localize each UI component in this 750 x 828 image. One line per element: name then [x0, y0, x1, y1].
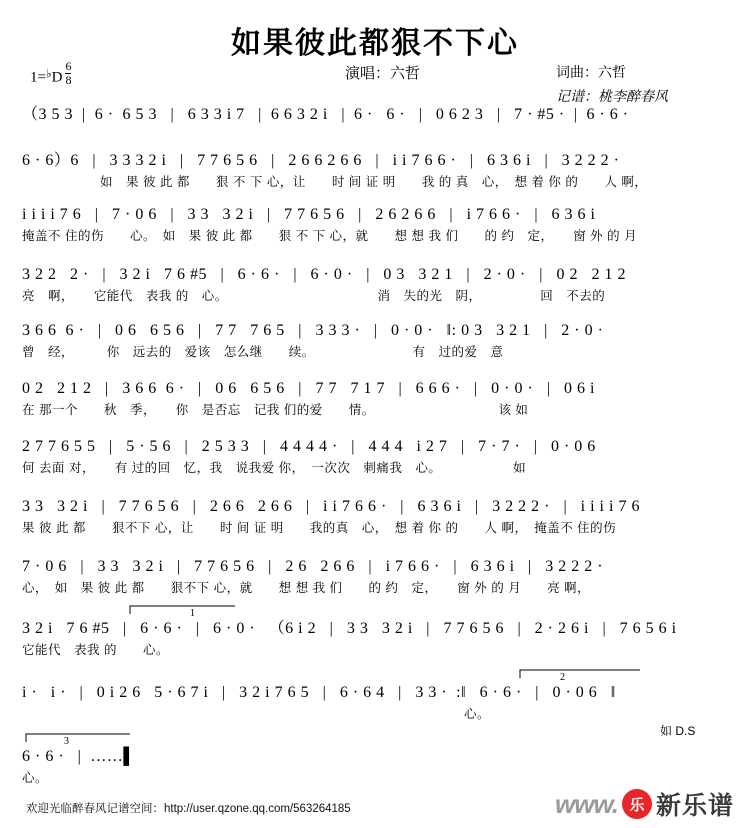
repeat-number-1: 1	[190, 608, 195, 619]
lyrics-line: 心。	[22, 771, 49, 785]
time-signature	[65, 60, 71, 86]
system-4	[22, 266, 728, 308]
system-6	[22, 380, 728, 422]
lyrics-line: 如 果 彼 此 都 狠 不 下 心，让 时 间 证 明 我 的 真 心， 想 着 你 的 人 啊，	[22, 175, 648, 189]
lyrics-line: 亮 啊， 它能代 表我 的 心。 消 失的光 阴， 回 不去的	[22, 289, 606, 303]
watermark	[555, 786, 734, 822]
system-9	[22, 558, 728, 600]
notation-line: i i i i 7 6 | 7 · 0 6 | 3 3 3 2 i | 7 7 6 5 6 | 2 6 2 6 6 | i 7 6 6 · | 6 3 6 i	[22, 206, 596, 223]
meter-denominator: 8	[65, 72, 72, 87]
repeat-number-2: 2	[560, 672, 565, 683]
lyrics-line: 果 彼 此 都 狠不下 心，让 时 间 证 明 我的真 心， 想 着 你 的 人 啊， 掩盖不 住的伤	[22, 521, 617, 535]
notation-line: 3 2 2 2 · | 3 2 i 7 6 #5 | 6 · 6 · | 6 · 0 · | 0 3 3 2 1 | 2 · 0 · | 0 2 2 1 2	[22, 266, 626, 283]
watermark-brand: 新乐谱	[655, 792, 734, 820]
system-2	[22, 152, 728, 194]
ds-marking: 如 D.S	[660, 724, 696, 738]
logo-badge-icon	[622, 789, 652, 819]
lyrics-line: 它能代 表我 的 心。	[22, 643, 169, 657]
notation-line: 0 2 2 1 2 | 3 6 6 6 · | 0 6 6 5 6 | 7 7 7 1 7 | 6 6 6 · | 0 · 0 · | 0 6 i	[22, 380, 595, 397]
lyrics-line: 何 去面 对， 有 过的回 忆，我 说我爱 你， 一次次 刺痛我 心。 如	[22, 461, 527, 475]
repeat-number-3: 3	[64, 736, 69, 747]
lyrics-line	[22, 130, 728, 148]
notation-line: i · i · | 0 i 2 6 5 · 6 7 i | 3 2 i 7 6 5 | 6 · 6 4 | 3 3 · :‖ 6 · 6 · | 0 · 0 6 ‖	[22, 684, 616, 701]
composer-credit: 词曲：六哲	[556, 66, 626, 81]
singer-credit: 演唱：六哲	[345, 66, 421, 82]
notation-line: （3 5 3 | 6 · 6 5 3 | 6 3 3 i 7 | 6 6 3 2 i | 6 · 6 · | 0 6 2 3 | 7 · #5 · | 6 · 6 ·	[22, 106, 629, 123]
notation-line: 2 7 7 6 5 5 | 5 · 5 6 | 2 5 3 3 | 4 4 4 4 · | 4 4 4 i 2 7 | 7 · 7 · | 0 · 0 6	[22, 438, 596, 455]
meter-numerator: 6	[65, 59, 72, 73]
flat-symbol: ♭	[45, 66, 52, 81]
page-title: 如果彼此都狠不下心	[231, 27, 519, 60]
lyrics-line: 在 那一个 秋 季， 你 是否忘 记我 们的爱 情。 该 如	[22, 403, 529, 417]
lyrics-line: 心， 如 果 彼 此 都 狠不下 心，就 想 想 我 们 的 约 定， 窗 外 的 月 亮 啊，	[22, 581, 591, 595]
system-11	[22, 684, 728, 726]
watermark-url: www.	[555, 788, 618, 819]
notation-line: 6 · 6 · | ……▌	[22, 748, 136, 765]
lyrics-line: 曾 经， 你 远去的 爱该 怎么继 续。 有 过的爱 意	[22, 345, 504, 359]
key-label: 1=	[30, 69, 46, 86]
notation-line: 6 · 6）6 | 3 3 3 2 i | 7 7 6 5 6 | 2 6 6 2 6 6 | i i 7 6 6 · | 6 3 6 i | 3 2 2 2 ·	[22, 152, 620, 169]
system-3	[22, 206, 728, 248]
key-letter: D	[51, 69, 63, 86]
notation-line: 7 · 0 6 | 3 3 3 2 i | 7 7 6 5 6 | 2 6 2 6 6 | i 7 6 6 · | 6 3 6 i | 3 2 2 2 ·	[22, 558, 604, 575]
notation-line: 3 3 3 2 i | 7 7 6 5 6 | 2 6 6 2 6 6 | i i 7 6 6 · | 6 3 6 i | 3 2 2 2 · | i i i i 7 6	[22, 498, 640, 515]
badge-label: 乐	[629, 796, 645, 814]
lyrics-line: 心。	[22, 707, 491, 721]
system-12	[22, 748, 728, 790]
system-5	[22, 322, 728, 364]
system-1	[22, 106, 728, 148]
system-8	[22, 498, 728, 540]
system-10	[22, 620, 728, 662]
transcriber-credit: 记谱：桃李醉春风	[556, 90, 668, 105]
system-7	[22, 438, 728, 480]
lyrics-line: 掩盖不 住的伤 心。 如 果 彼 此 都 狠 不 下 心，就 想 想 我 们 的 约 定， 窗 外 的 月	[22, 229, 638, 243]
notation-line: 3 2 i 7 6 #5 | 6 · 6 · | 6 · 0 · （6 i 2 | 3 3 3 2 i | 7 7 6 5 6 | 2 · 2 6 i | 7 6 5 6 i	[22, 620, 677, 637]
notation-line: 3 6 6 6 · | 0 6 6 5 6 | 7 7 7 6 5 | 3 3 3 · | 0 · 0 · ‖: 0 3 3 2 1 | 2 · 0 ·	[22, 322, 604, 339]
footer-credit: 欢迎光临醉春风记谱空间：http://user.qzone.qq.com/563264185	[26, 803, 351, 815]
key-signature	[30, 60, 71, 87]
